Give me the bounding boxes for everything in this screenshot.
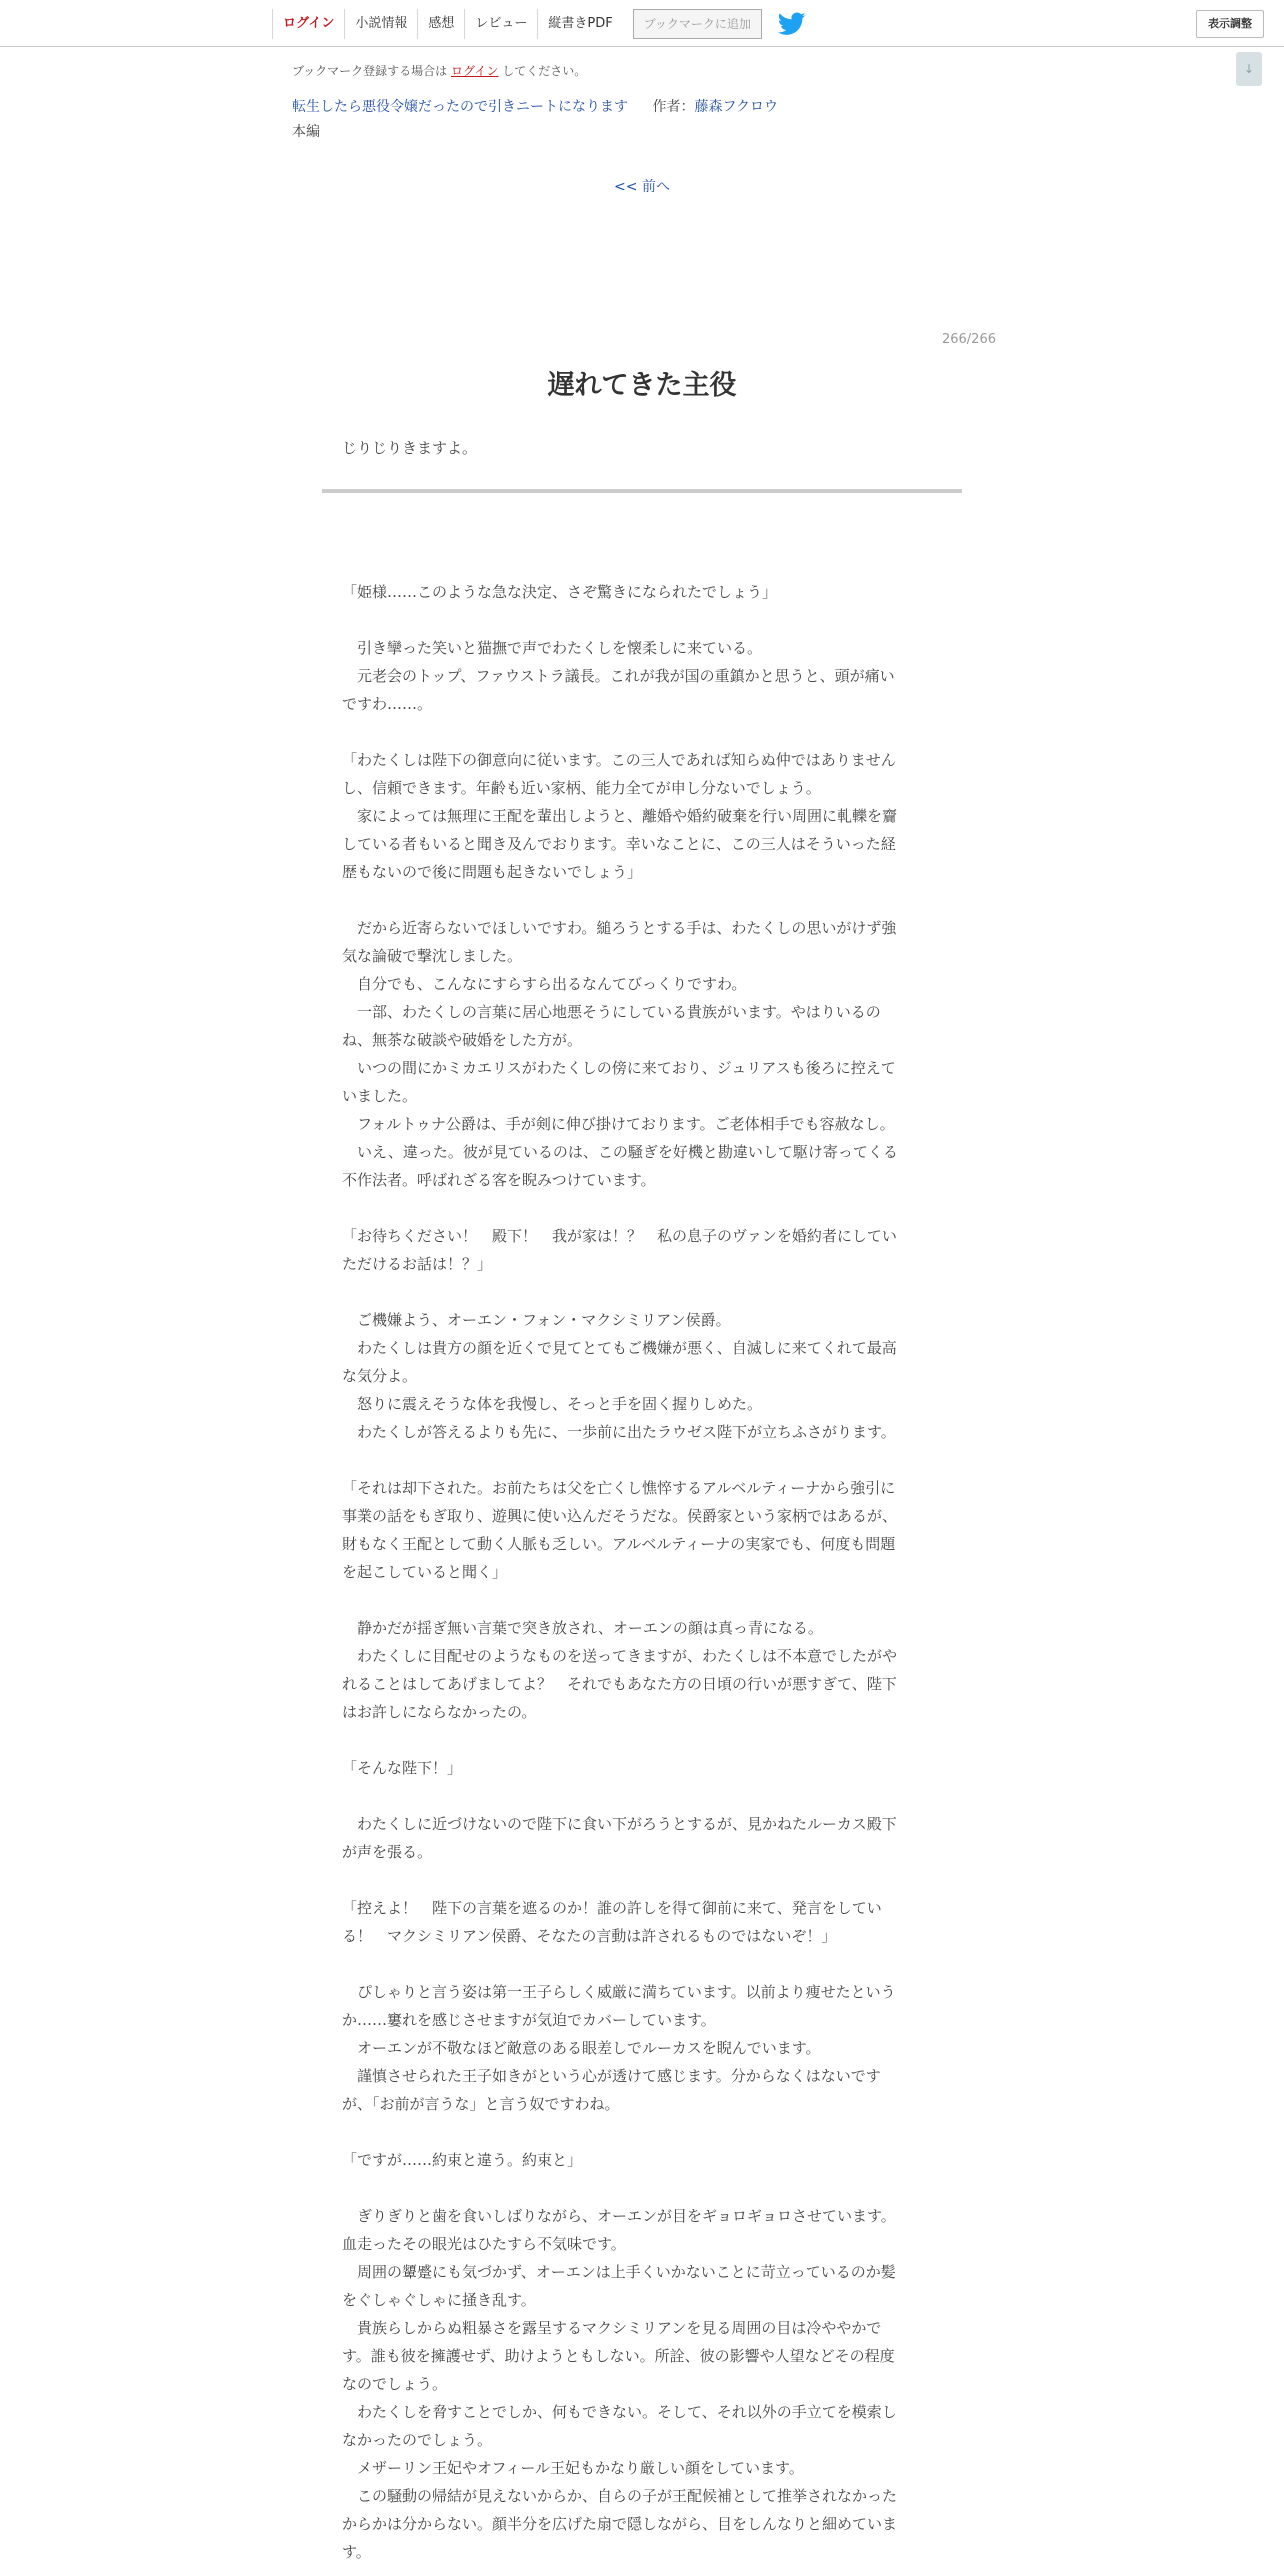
body-line: を起こしていると聞く」 — [342, 1563, 508, 1581]
novel-info-line — [292, 96, 778, 116]
blank-line — [342, 606, 942, 634]
section-label: 本編 — [292, 124, 320, 140]
body-line: 「そんな陛下！」 — [342, 1759, 463, 1777]
body-line: ご機嫌よう、オーエン・フォン・マクシミリアン侯爵。 — [342, 1311, 731, 1329]
add-bookmark-button[interactable]: ブックマークに追加 — [633, 9, 762, 39]
body-line: し、信頼できます。年齢も近い家柄、能力全てが申し分ないでしょう。 — [342, 779, 821, 797]
body-line: なのでしょう。 — [342, 2375, 448, 2393]
body-line: 「それは却下された。お前たちは父を亡くし憔悴するアルベルティーナから強引に — [342, 1479, 896, 1497]
login-note-link[interactable]: ログイン — [451, 64, 499, 78]
body-line: わたくしに近づけないので陛下に食い下がろうとするが、見かねたルーカス殿下 — [342, 1815, 897, 1833]
body-line: はお許しにならなかったの。 — [342, 1703, 537, 1721]
body-line: す。 — [342, 2543, 371, 2561]
preface-divider — [322, 489, 962, 493]
body-line: が声を張る。 — [342, 1843, 433, 1861]
body-line: 貴族らしからぬ粗暴さを露呈するマクシミリアンを見る周囲の目は冷ややかで — [342, 2319, 882, 2337]
page-counter: 266/266 — [941, 332, 996, 347]
blank-line — [342, 1782, 942, 1810]
body-line: わたくしが答えるよりも先に、一歩前に出たラウゼス陛下が立ちふさがります。 — [342, 1423, 896, 1441]
body-line: ね、無茶な破談や破婚をした方が。 — [342, 1031, 583, 1049]
blank-line — [342, 886, 942, 914]
blank-line — [342, 1950, 942, 1978]
body-line: す。誰も彼を擁護せず、助けようともしない。所詮、彼の影響や人望などその程度 — [342, 2347, 895, 2365]
body-line: 謹慎させられた王子如きがという心が透けて感じます。分からなくはないです — [342, 2067, 881, 2085]
body-line: 家によっては無理に王配を輩出しようと、離婚や婚約破棄を行い周囲に軋轢を齎 — [342, 807, 898, 825]
body-line: 血走ったその眼光はひたすら不気味です。 — [342, 2235, 626, 2253]
body-line: オーエンが不敬なほど敵意のある眼差しでルーカスを睨んでいます。 — [342, 2039, 821, 2057]
body-line: 歴もないので後に問題も起きないでしょう」 — [342, 863, 643, 881]
blank-line — [342, 718, 942, 746]
nav-login[interactable]: ログイン — [272, 9, 344, 39]
body-line: いえ、違った。彼が見ているのは、この騒ぎを好機と勘違いして駆け寄ってくる — [342, 1143, 898, 1161]
blank-line — [342, 1726, 942, 1754]
body-line: からかは分からない。顔半分を広げた扇で隠しながら、目をしんなりと細めていま — [342, 2515, 898, 2533]
body-line: 怒りに震えそうな体を我慢し、そっと手を固く握りしめた。 — [342, 1395, 763, 1413]
blank-line — [342, 1194, 942, 1222]
body-line: 「姫様……このような急な決定、さぞ驚きになられたでしょう」 — [342, 583, 778, 601]
body-line: 自分でも、こんなにすらすら出るなんてびっくりですわ。 — [342, 975, 747, 993]
author-link[interactable]: 藤森フクロウ — [694, 99, 779, 115]
blank-line — [342, 1866, 942, 1894]
blank-line — [342, 1586, 942, 1614]
body-line: 「控えよ！ 陛下の言葉を遮るのか！誰の許しを得て御前に来て、発言をしてい — [342, 1899, 882, 1917]
nav-novel-info[interactable]: 小説情報 — [344, 9, 417, 39]
body-line: わたくしに目配せのようなものを送ってきますが、わたくしは不本意でしたがや — [342, 1647, 898, 1665]
body-line: フォルトゥナ公爵は、手が剣に伸び掛けております。ご老体相手でも容赦なし。 — [342, 1115, 895, 1133]
blank-line — [342, 2174, 942, 2202]
author-label: 作者： — [652, 99, 695, 115]
blank-line — [342, 1278, 942, 1306]
body-line: 引き攣った笑いと猫撫で声でわたくしを懐柔しに来ている。 — [342, 639, 763, 657]
body-line: 事業の話をもぎ取り、遊興に使い込んだそうだな。侯爵家という家柄ではあるが、 — [342, 1507, 898, 1525]
nav-bar — [272, 9, 806, 39]
body-line: ただけるお話は！？」 — [342, 1255, 493, 1273]
body-line: 周囲の顰蹙にも気づかず、オーエンは上手くいかないことに苛立っているのか髪 — [342, 2263, 896, 2281]
display-settings-button[interactable]: 表示調整 — [1196, 10, 1264, 38]
blank-line — [342, 1446, 942, 1474]
top-header — [0, 0, 1284, 47]
blank-line — [342, 2118, 942, 2146]
nav-impressions[interactable]: 感想 — [417, 9, 464, 39]
body-line: 元老会のトップ、ファウストラ議長。これが我が国の重鎮かと思うと、頭が痛い — [342, 667, 895, 685]
scroll-down-button[interactable]: ↓ — [1236, 52, 1262, 86]
body-line: 静かだが揺ぎ無い言葉で突き放され、オーエンの顔は真っ青になる。 — [342, 1619, 823, 1637]
body-line: れることはしてあげましてよ？ それでもあなた方の日頃の行いが悪すぎて、陛下 — [342, 1675, 897, 1693]
body-line: 気な論破で撃沈しました。 — [342, 947, 523, 965]
chapter-preface: じりじりきますよ。 — [342, 439, 478, 457]
chapter-body — [342, 578, 942, 2566]
nav-review[interactable]: レビュー — [464, 9, 537, 39]
novel-title-link[interactable]: 転生したら悪役令嬢だったので引きニートになります — [292, 99, 628, 115]
body-line: 不作法者。呼ばれざる客を睨みつけています。 — [342, 1171, 656, 1189]
body-line: ぎりぎりと歯を食いしばりながら、オーエンが目をギョロギョロさせています。 — [342, 2207, 896, 2225]
body-line: だから近寄らないでほしいですわ。縋ろうとする手は、わたくしの思いがけず強 — [342, 919, 897, 937]
body-line: る！ マクシミリアン侯爵、そなたの言動は許されるものではないぞ！」 — [342, 1927, 837, 1945]
login-note-before: ブックマーク登録する場合は — [292, 64, 448, 78]
body-line: 「わたくしは陛下の御意向に従います。この三人であれば知らぬ仲ではありません — [342, 751, 896, 769]
chapter-title: 遅れてきた主役 — [547, 370, 737, 401]
body-line: している者もいると聞き及んでおります。幸いなことに、この三人はそういった経 — [342, 835, 896, 853]
body-line: が、「お前が言うな」と言う奴ですわね。 — [342, 2095, 620, 2113]
body-line: 財もなく王配として動く人脈も乏しい。アルベルティーナの実家でも、何度も問題 — [342, 1535, 896, 1553]
body-line: 「お待ちください！ 殿下！ 我が家は！？ 私の息子のヴァンを婚約者にしてい — [342, 1227, 897, 1245]
body-line: 「ですが……約束と違う。約束と」 — [342, 2151, 583, 2169]
body-line: メザーリン王妃やオフィール王妃もかなり厳しい顔をしています。 — [342, 2459, 804, 2477]
body-line: わたくしは貴方の顔を近くで見てとてもご機嫌が悪く、自滅しに来てくれて最高 — [342, 1339, 897, 1357]
body-line: か……窶れを感じさせますが気迫でカバーしています。 — [342, 2011, 716, 2029]
body-line: ぴしゃりと言う姿は第一王子らしく威厳に満ちています。以前より痩せたという — [342, 1983, 896, 2001]
body-line: なかったのでしょう。 — [342, 2431, 493, 2449]
bookmark-login-note — [292, 62, 586, 79]
body-line: いつの間にかミカエリスがわたくしの傍に来ており、ジュリアスも後ろに控えて — [342, 1059, 896, 1077]
body-line: 一部、わたくしの言葉に居心地悪そうにしている貴族がいます。やはりいるの — [342, 1003, 881, 1021]
prev-page-link[interactable]: << 前へ — [614, 179, 670, 195]
body-line: いました。 — [342, 1087, 418, 1105]
body-line: な気分よ。 — [342, 1367, 418, 1385]
body-line: をぐしゃぐしゃに掻き乱す。 — [342, 2291, 536, 2309]
login-note-after: してください。 — [502, 64, 587, 78]
body-line: わたくしを脅すことでしか、何もできない。そして、それ以外の手立てを模索し — [342, 2403, 897, 2421]
twitter-icon[interactable] — [778, 12, 806, 36]
body-line: ですわ……。 — [342, 695, 433, 713]
nav-vertical-pdf[interactable]: 縦書きPDF — [537, 9, 622, 39]
body-line: この騒動の帰結が見えないからか、自らの子が王配候補として推挙されなかった — [342, 2487, 898, 2505]
